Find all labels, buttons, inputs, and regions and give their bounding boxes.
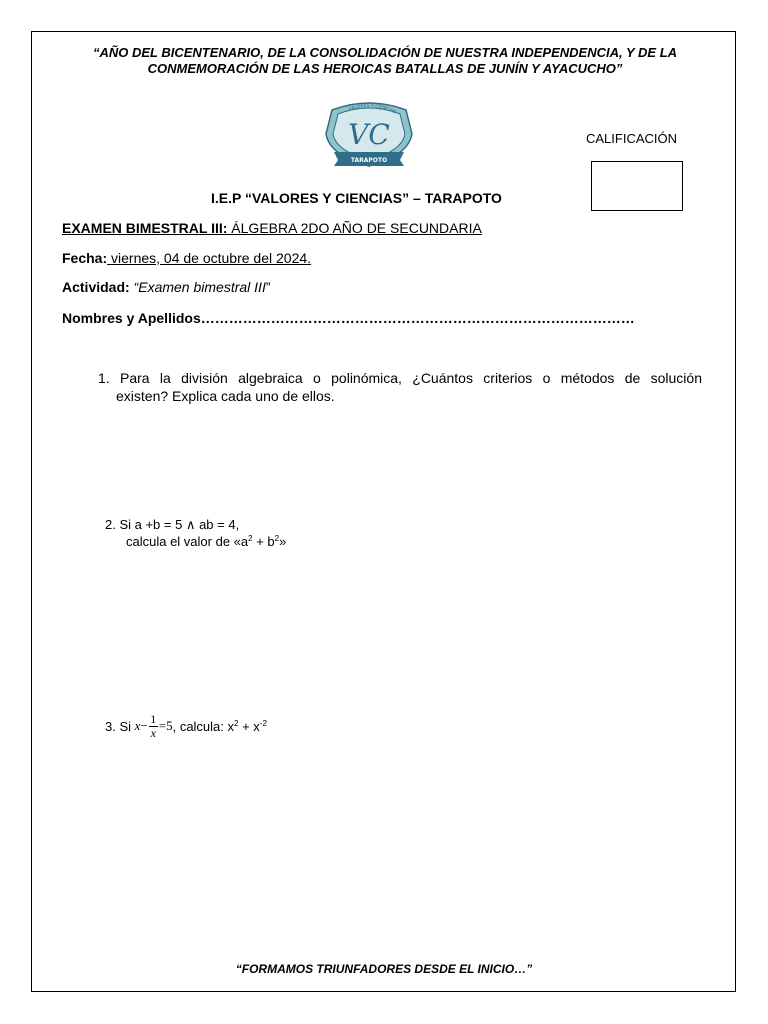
math-operator: − <box>140 718 148 733</box>
question-2-text: calcula el valor de «a <box>126 534 249 549</box>
header-motto <box>50 45 720 77</box>
question-1 <box>98 369 702 405</box>
exponent: 2 <box>274 534 280 543</box>
actividad-close-quote: ” <box>265 279 271 295</box>
math-equals: =5 <box>158 718 173 733</box>
fecha-line <box>62 250 311 266</box>
equation <box>135 718 148 734</box>
exponent: 2 <box>248 534 253 543</box>
nombres-field[interactable]: Nombres y Apellidos………………………………………………………………………………… <box>62 310 635 326</box>
question-3-plus: + x <box>238 718 260 734</box>
question-3-prefix: 3. Si <box>105 718 135 734</box>
footer-motto: “FORMAMOS TRIUNFADORES DESDE EL INICIO…” <box>235 962 533 976</box>
exam-title <box>62 220 482 236</box>
logo-ribbon-text: TARAPOTO <box>350 157 388 164</box>
math-variable: x <box>134 718 141 733</box>
question-2-line1: 2. Si a +b = 5 ∧ ab = 4, <box>105 517 240 532</box>
fecha-value: viernes, 04 de octubre del 2024. <box>107 250 312 266</box>
actividad-value: “Examen bimestral III <box>129 279 266 295</box>
question-2 <box>105 516 286 550</box>
fraction-numerator: 1 <box>150 711 157 726</box>
logo-top-text: VALORES Y CIENCIAS <box>348 103 397 116</box>
header-motto-line2: CONMEMORACIÓN DE LAS HEROICAS BATALLAS DE JUNÍN Y AYACUCHO” <box>147 61 623 76</box>
question-2-text-mid: + b <box>252 534 275 549</box>
question-1-line1: 1. Para la división algebraica o polinómica, ¿Cuántos criterios o métodos de solución <box>98 370 702 386</box>
question-1-line2: existen? Explica cada uno de ellos. <box>116 388 335 404</box>
fraction-denominator: x <box>150 725 156 740</box>
logo-initials: VC <box>348 118 390 151</box>
question-3 <box>105 706 267 746</box>
exponent: -2 <box>259 718 267 728</box>
exam-title-value: ÁLGEBRA 2DO AÑO DE SECUNDARIA <box>227 220 482 236</box>
question-2-line2 <box>105 533 286 550</box>
exam-title-label: EXAMEN BIMESTRAL III: <box>62 220 228 236</box>
question-3-calcula: , calcula: x <box>172 718 235 734</box>
school-name: I.E.P “VALORES Y CIENCIAS” – TARAPOTO <box>211 190 502 206</box>
fraction <box>149 713 158 740</box>
calificacion-label: CALIFICACIÓN <box>586 131 678 146</box>
actividad-line <box>62 279 271 295</box>
header-motto-line1: “AÑO DEL BICENTENARIO, DE LA CONSOLIDACIÓN DE NUESTRA INDEPENDENCIA, Y DE LA <box>92 45 678 60</box>
question-2-text-end: » <box>279 534 287 549</box>
question-3-text <box>173 719 267 734</box>
fecha-label: Fecha: <box>62 250 108 266</box>
school-logo <box>320 100 418 172</box>
calificacion-box[interactable] <box>591 161 683 211</box>
exponent: 2 <box>234 718 239 728</box>
actividad-label: Actividad: <box>62 279 130 295</box>
